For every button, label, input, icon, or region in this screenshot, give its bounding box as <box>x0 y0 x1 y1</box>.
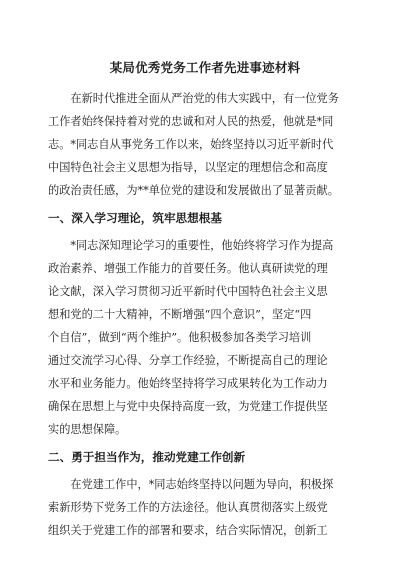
intro-line: 的政治责任感，为**单位党的建设和发展做出了显著贡献。 <box>48 184 339 197</box>
section1-line: 通过交流学习心得、分享工作经验，不断提高自己的理论 <box>48 354 328 367</box>
section1-paragraph <box>48 234 362 441</box>
document-title: 某局优秀党务工作者先进事迹材料 <box>109 60 301 75</box>
intro-line: 在新时代推进全面从严治党的伟大实践中，有一位党务 <box>70 92 339 105</box>
section-heading-1: 一、深入学习理论，筑牢思想根基 <box>48 211 222 225</box>
section2-line: 组织关于党建工作的部署和要求，结合实际情况，创新工 <box>48 524 328 537</box>
section1-line: 政治素养、增强工作能力的首要任务。他认真研读党的理 <box>48 262 328 275</box>
intro-line: 志。*同志自从事党务工作以来，始终坚持以习近平新时代 <box>48 138 334 151</box>
section1-line: *同志深知理论学习的重要性，他始终将学习作为提高 <box>70 239 334 252</box>
section1-line: 实的思想保障。 <box>48 423 127 436</box>
section2-line: 在党建工作中，*同志始终坚持以问题为导向，积极探 <box>70 478 334 491</box>
intro-line: 中国特色社会主义思想为指导，以坚定的理想信念和高度 <box>48 161 328 174</box>
section1-line: 论文献，深入学习贯彻习近平新时代中国特色社会主义思 <box>48 285 328 298</box>
section-heading-2: 二、勇于担当作为，推动党建工作创新 <box>48 450 246 464</box>
section1-line: 个自信”，做到“两个维护”。他积极参加各类学习培训 <box>48 331 312 344</box>
intro-line: 工作者始终保持着对党的忠诚和对人民的热爱，他就是*同 <box>48 115 334 128</box>
section2-paragraph <box>48 473 362 542</box>
intro-paragraph <box>48 87 362 202</box>
section2-line: 索新形势下党务工作的方法途径。他认真贯彻落实上级党 <box>48 501 328 514</box>
section1-line: 想和党的二十大精神，不断增强“四个意识”，坚定“四 <box>48 308 312 321</box>
section1-line: 确保在思想上与党中央保持高度一致，为党建工作提供坚 <box>48 400 328 413</box>
section1-line: 水平和业务能力。他始终坚持将学习成果转化为工作动力 <box>48 377 328 390</box>
